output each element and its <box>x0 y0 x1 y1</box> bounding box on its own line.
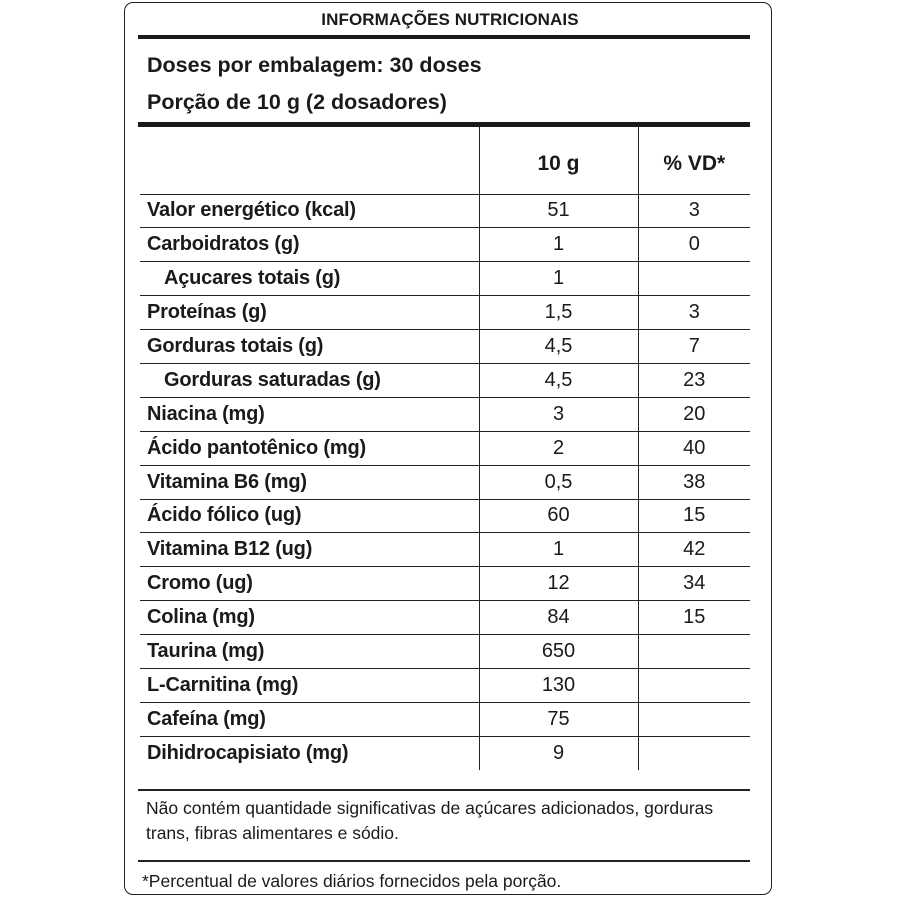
note-divider <box>138 789 750 791</box>
nutrient-daily-value: 15 <box>638 499 750 533</box>
nutrient-name: Niacina (mg) <box>140 397 479 431</box>
nutrient-daily-value <box>638 668 750 702</box>
table-row <box>140 635 750 669</box>
header-daily-value: % VD* <box>638 127 750 194</box>
table-row <box>140 668 750 702</box>
nutrient-daily-value <box>638 702 750 736</box>
header-nutrient <box>140 127 479 194</box>
nutrient-name: Açucares totais (g) <box>140 262 479 296</box>
nutrient-daily-value: 3 <box>638 296 750 330</box>
footnote-divider <box>138 860 750 862</box>
nutrient-name: Cromo (ug) <box>140 567 479 601</box>
nutrient-quantity: 0,5 <box>479 465 638 499</box>
table-header-row <box>140 127 750 194</box>
nutrient-name: Proteínas (g) <box>140 296 479 330</box>
nutrient-name: Cafeína (mg) <box>140 702 479 736</box>
table-row <box>140 601 750 635</box>
nutrient-daily-value <box>638 635 750 669</box>
table-row <box>140 228 750 262</box>
nutrient-name: Dihidrocapisiato (mg) <box>140 736 479 770</box>
servings-per-package: Doses por embalagem: 30 doses <box>147 53 482 77</box>
nutrient-name: Ácido pantotênico (mg) <box>140 431 479 465</box>
nutrient-daily-value: 42 <box>638 533 750 567</box>
header-quantity: 10 g <box>479 127 638 194</box>
label-title: INFORMAÇÕES NUTRICIONAIS <box>321 10 579 29</box>
nutrient-quantity: 75 <box>479 702 638 736</box>
nutrient-quantity: 84 <box>479 601 638 635</box>
nutrient-name: L-Carnitina (mg) <box>140 668 479 702</box>
title-divider <box>138 35 750 39</box>
nutrient-quantity: 60 <box>479 499 638 533</box>
nutrient-daily-value: 7 <box>638 330 750 364</box>
table-row <box>140 330 750 364</box>
nutrient-quantity: 1 <box>479 533 638 567</box>
daily-value-footnote: *Percentual de valores diários fornecidos pela porção. <box>142 871 562 891</box>
nutrient-quantity: 130 <box>479 668 638 702</box>
nutrient-daily-value: 23 <box>638 363 750 397</box>
nutrient-quantity: 1 <box>479 262 638 296</box>
nutrient-name: Valor energético (kcal) <box>140 194 479 228</box>
nutrient-daily-value: 0 <box>638 228 750 262</box>
nutrient-daily-value: 3 <box>638 194 750 228</box>
nutrition-table <box>140 127 750 770</box>
nutrient-name: Vitamina B12 (ug) <box>140 533 479 567</box>
table-row <box>140 465 750 499</box>
table-row <box>140 262 750 296</box>
table-row <box>140 194 750 228</box>
nutrient-quantity: 4,5 <box>479 330 638 364</box>
nutrient-daily-value: 34 <box>638 567 750 601</box>
nutrient-daily-value: 40 <box>638 431 750 465</box>
nutrient-quantity: 1,5 <box>479 296 638 330</box>
nutrient-quantity: 12 <box>479 567 638 601</box>
nutrient-quantity: 3 <box>479 397 638 431</box>
nutrient-quantity: 1 <box>479 228 638 262</box>
table-row <box>140 567 750 601</box>
nutrient-quantity: 2 <box>479 431 638 465</box>
table-row <box>140 296 750 330</box>
nutrient-name: Gorduras saturadas (g) <box>140 363 479 397</box>
nutrient-daily-value: 20 <box>638 397 750 431</box>
nutrient-name: Vitamina B6 (mg) <box>140 465 479 499</box>
nutrient-daily-value: 15 <box>638 601 750 635</box>
serving-size: Porção de 10 g (2 dosadores) <box>147 90 447 114</box>
table-row <box>140 736 750 770</box>
nutrient-name: Ácido fólico (ug) <box>140 499 479 533</box>
table-row <box>140 499 750 533</box>
table-row <box>140 397 750 431</box>
nutrient-daily-value <box>638 262 750 296</box>
nutrient-quantity: 51 <box>479 194 638 228</box>
nutrient-daily-value <box>638 736 750 770</box>
nutrient-quantity: 9 <box>479 736 638 770</box>
nutrient-name: Taurina (mg) <box>140 635 479 669</box>
nutrient-quantity: 4,5 <box>479 363 638 397</box>
nutrient-name: Carboidratos (g) <box>140 228 479 262</box>
nutrient-quantity: 650 <box>479 635 638 669</box>
table-row <box>140 533 750 567</box>
nutrient-name: Gorduras totais (g) <box>140 330 479 364</box>
table-row <box>140 702 750 736</box>
table-row <box>140 363 750 397</box>
nutrition-note: Não contém quantidade significativas de açúcares adicionados, gorduras trans, fibras alimentares e sódio. <box>146 798 714 843</box>
nutrient-name: Colina (mg) <box>140 601 479 635</box>
table-row <box>140 431 750 465</box>
nutrient-daily-value: 38 <box>638 465 750 499</box>
